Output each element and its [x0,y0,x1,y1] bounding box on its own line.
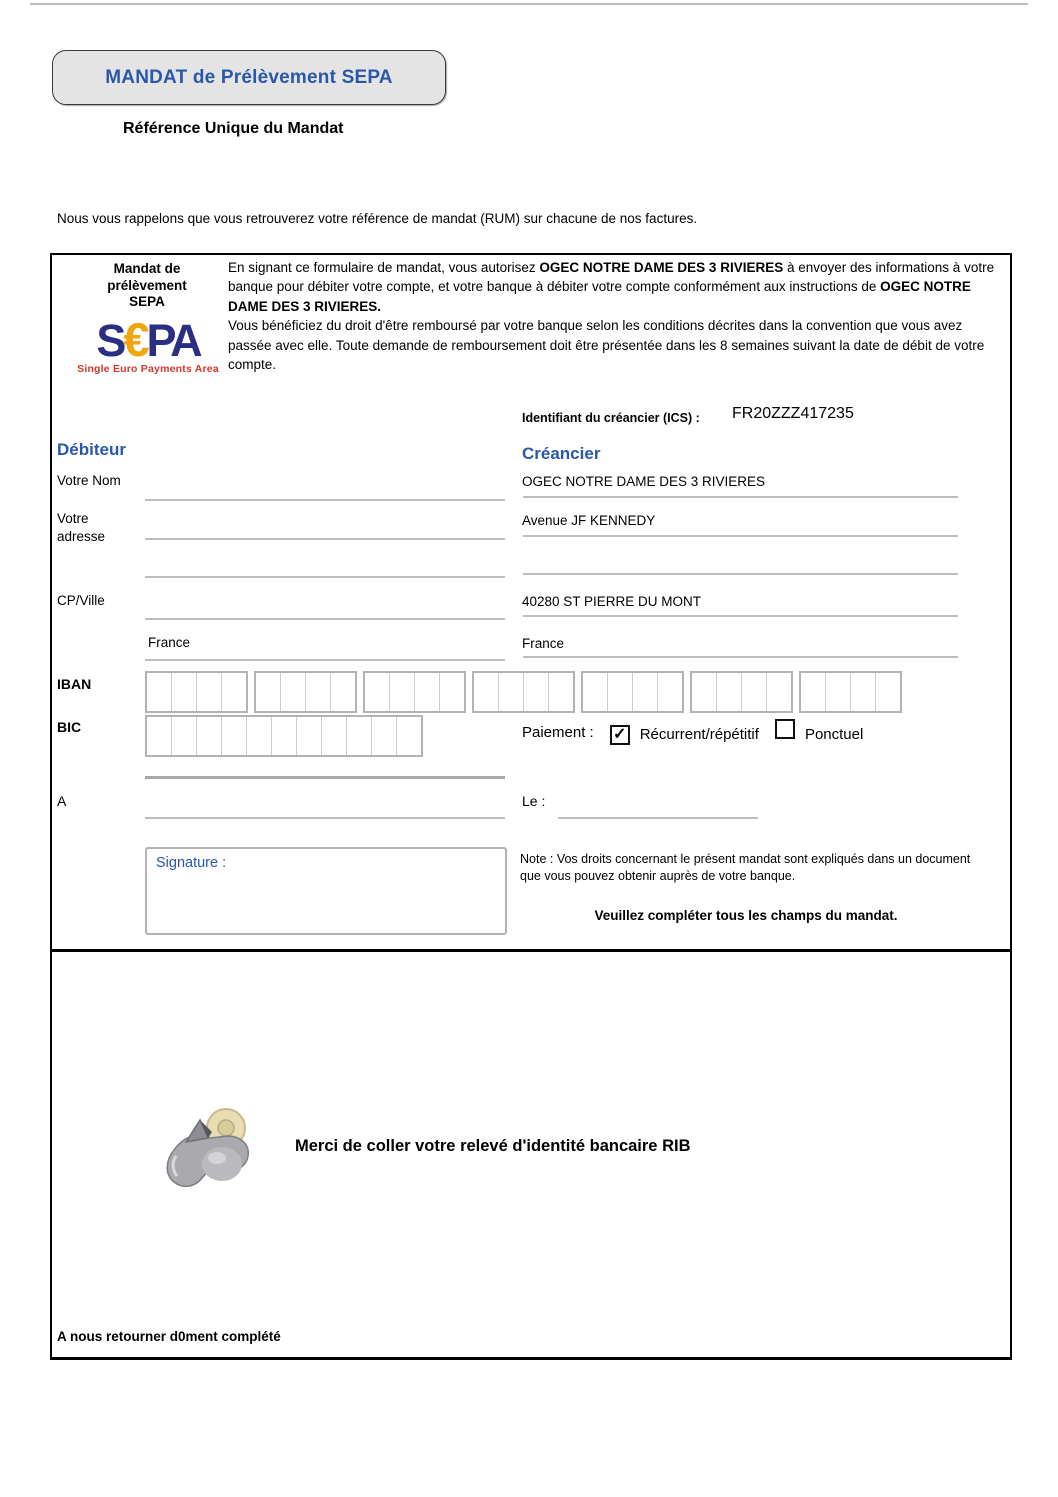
iban-cell[interactable] [524,673,549,711]
sepa-logo-tagline: Single Euro Payments Area [77,363,219,375]
creditor-cp-city-value: 40280 ST PIERRE DU MONT [522,594,702,609]
bic-cell[interactable] [222,717,247,755]
authorization-text: En signant ce formulaire de mandat, vous autorisez OGEC NOTRE DAME DES 3 RIVIERES à envoyer des informations à votre banque pour débiter votre compte, et votre banque à débiter votre compte conformément aux instructions de OGEC NOTRE DAME DES 3 RIVIERES. Vous bénéficiez du droit d'être remboursé par votre banque selon les conditions décrites dans la convention que vous avez passée avec elle. Toute demande de remboursement doit être présentée dans les 8 semaines suivant la date de débit de votre compte. [228,258,1008,374]
iban-cell[interactable] [440,673,464,711]
debtor-country-value: France [148,635,191,650]
section-divider-line [145,776,505,779]
bic-cell[interactable] [172,717,197,755]
date-input-line[interactable] [558,817,758,819]
creditor-name-underline [523,496,958,498]
euro-icon: € [123,313,147,366]
date-label: Le : [522,793,546,809]
bic-cell-group[interactable] [145,715,423,757]
creditor-address-underline-2 [523,573,958,575]
signature-label: Signature : [156,855,227,871]
iban-cell[interactable] [197,673,222,711]
tape-dispenser-icon [160,1098,266,1203]
place-input-line[interactable] [145,817,505,819]
iban-cell[interactable] [474,673,499,711]
debtor-name-label: Votre Nom [57,473,121,488]
iban-cell[interactable] [717,673,742,711]
debtor-cp-input-line[interactable] [145,618,505,620]
debtor-address-input-line-1[interactable] [145,538,505,540]
creditor-cp-underline [523,615,958,617]
mandate-reference-heading: Référence Unique du Mandat [123,120,344,137]
iban-cell[interactable] [851,673,876,711]
iban-cell[interactable] [876,673,900,711]
iban-cell-group[interactable] [254,671,357,713]
document-title-tab [52,50,446,105]
payment-option-label-ponctuel: Ponctuel [804,726,864,743]
ics-value: FR20ZZZ417235 [732,405,854,422]
sepa-logo-letters: S€PA [96,313,200,366]
bic-cell[interactable] [197,717,222,755]
bic-label: BIC [57,719,82,735]
iban-cell[interactable] [365,673,390,711]
bic-cell[interactable] [397,717,421,755]
iban-cell[interactable] [767,673,791,711]
iban-cell-group[interactable] [799,671,902,713]
iban-cell-group[interactable] [472,671,575,713]
creditor-country-underline [523,656,958,658]
top-divider [30,3,1028,5]
payment-options [594,719,864,745]
iban-cell[interactable] [826,673,851,711]
creditor-heading: Créancier [522,444,601,463]
iban-cell[interactable] [658,673,682,711]
iban-cell[interactable] [608,673,633,711]
iban-cell[interactable] [172,673,197,711]
iban-cell-group[interactable] [145,671,248,713]
iban-cell[interactable] [222,673,246,711]
iban-cell[interactable] [415,673,440,711]
payment-checkbox-recurrent[interactable]: ✓ [610,725,630,745]
payment-option-label-recurrent: Récurrent/répétitif [639,726,759,743]
iban-cell[interactable] [692,673,717,711]
signature-area[interactable] [145,847,507,935]
refund-rights-text: Vous bénéficiez du droit d'être remboursé par votre banque selon les conditions décrites dans la convention que vous avez passée avec elle. Toute demande de remboursement doit être présentée dans les 8 semaines suivant la date de débit de votre compte. [228,318,985,373]
creditor-address-underline [523,535,958,537]
bic-cell[interactable] [347,717,372,755]
iban-boxes[interactable] [145,671,902,713]
bic-cell[interactable] [297,717,322,755]
bic-cell[interactable] [372,717,397,755]
iban-cell[interactable] [633,673,658,711]
iban-label: IBAN [57,676,92,692]
iban-cell[interactable] [583,673,608,711]
iban-cell[interactable] [331,673,355,711]
rum-reminder-text: Nous vous rappelons que vous retrouverez votre référence de mandat (RUM) sur chacune de nos factures. [57,211,698,226]
debtor-cp-label: CP/Ville [57,593,105,608]
creditor-country-value: France [522,636,565,651]
debtor-country-underline [145,659,505,661]
debtor-heading: Débiteur [57,440,126,459]
bic-cell[interactable] [272,717,297,755]
debtor-address-label: Votre adresse [57,511,106,544]
rights-note-text: Note : Vos droits concernant le présent mandat sont expliqués dans un document que vous pouvez obtenir auprès de votre banque. [520,852,971,883]
debtor-address-input-line-2[interactable] [145,576,505,578]
iban-cell[interactable] [742,673,767,711]
creditor-address-value: Avenue JF KENNEDY [522,513,656,528]
payment-type-row [522,719,863,745]
iban-cell-group[interactable] [363,671,466,713]
creditor-name-bold: OGEC NOTRE DAME DES 3 RIVIERES [539,260,784,275]
iban-cell[interactable] [256,673,281,711]
complete-all-fields-text: Veuillez compléter tous les champs du mandat. [594,908,898,923]
return-instruction-text: A nous retourner d0ment complété [57,1329,281,1344]
sepa-box-title: Mandat de prélèvement SEPA [107,261,187,309]
iban-cell[interactable] [549,673,573,711]
document-title: MANDAT de Prélèvement SEPA [105,66,393,88]
iban-cell-group[interactable] [690,671,793,713]
iban-cell[interactable] [147,673,172,711]
payment-label: Paiement : [522,723,594,741]
sepa-logo [68,313,228,375]
rib-instruction-text: Merci de coller votre relevé d'identité bancaire RIB [295,1137,691,1155]
iban-cell-group[interactable] [581,671,684,713]
iban-cell[interactable] [499,673,524,711]
iban-cell[interactable] [390,673,415,711]
creditor-name-bold: OGEC NOTRE DAME DES 3 RIVIERES. [228,279,971,314]
iban-cell[interactable] [801,673,826,711]
ics-label: Identifiant du créancier (ICS) : [522,411,700,425]
bic-boxes[interactable] [145,715,423,757]
creditor-name-value: OGEC NOTRE DAME DES 3 RIVIERES [522,474,766,489]
iban-cell[interactable] [306,673,331,711]
debtor-name-input-line[interactable] [145,499,505,501]
payment-checkbox-ponctuel[interactable] [775,719,795,739]
iban-cell[interactable] [281,673,306,711]
bic-cell[interactable] [147,717,172,755]
bic-cell[interactable] [247,717,272,755]
place-label: A [57,793,67,809]
bic-cell[interactable] [322,717,347,755]
